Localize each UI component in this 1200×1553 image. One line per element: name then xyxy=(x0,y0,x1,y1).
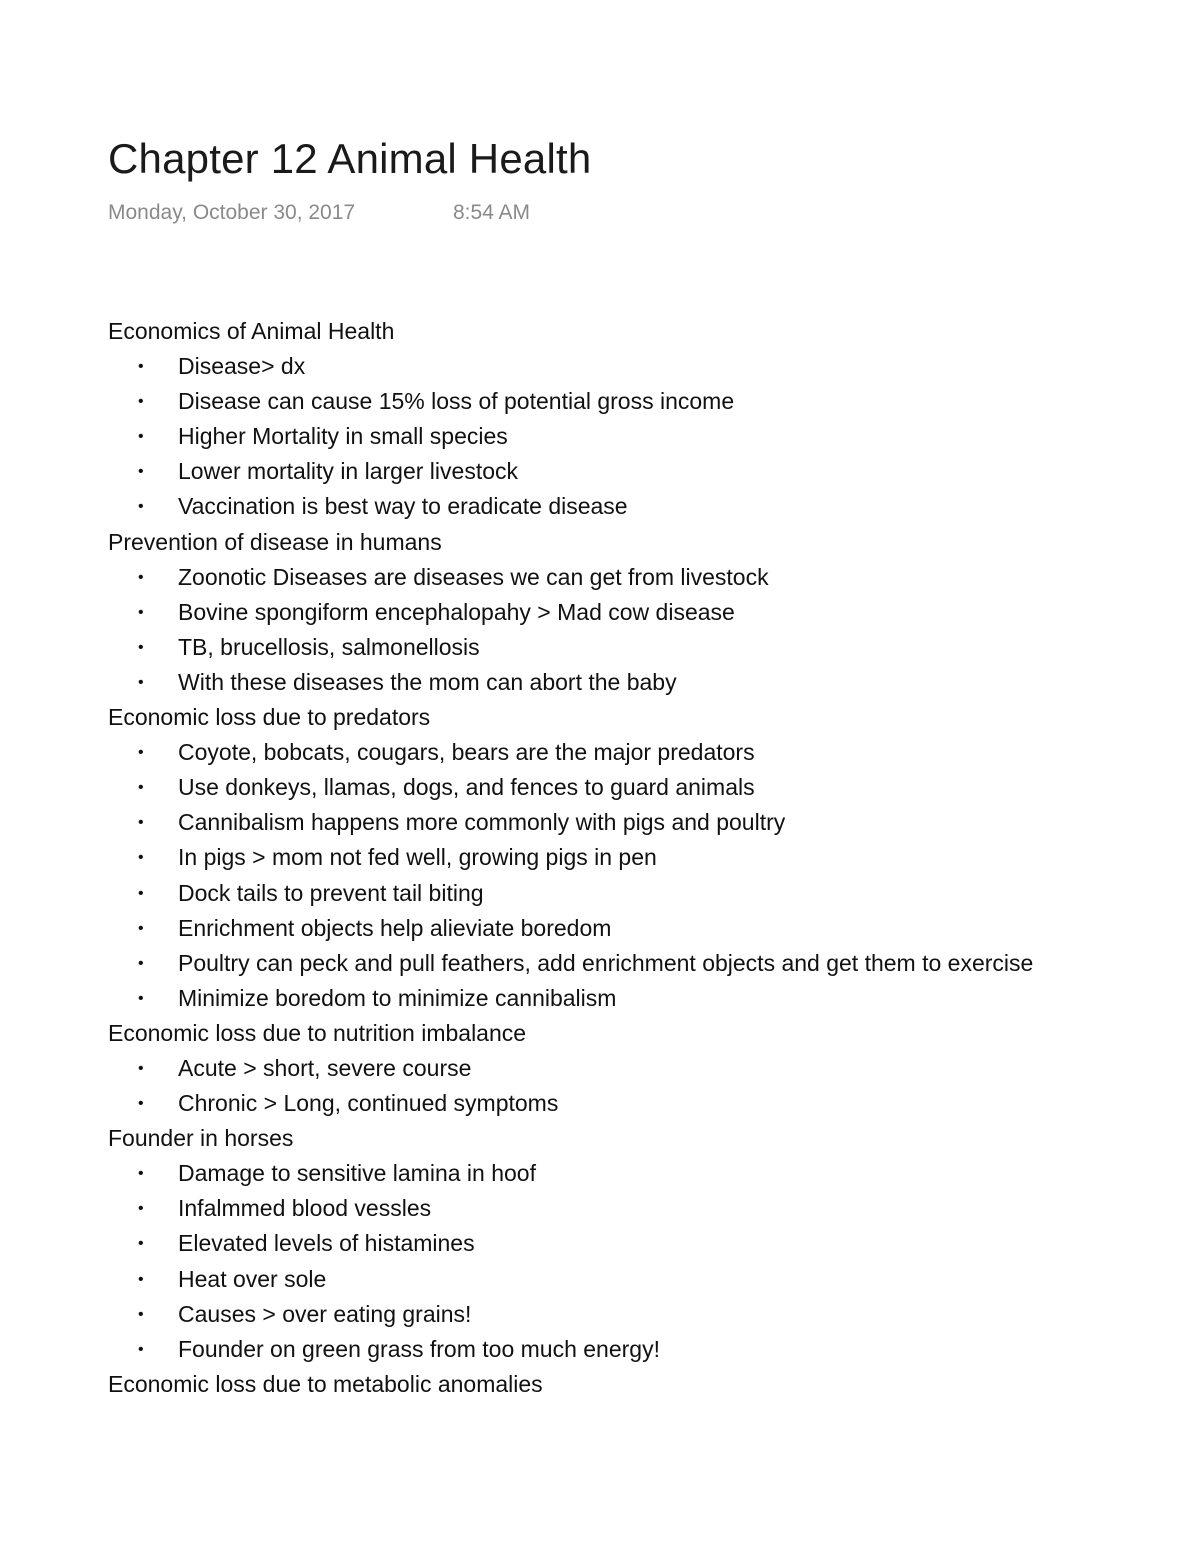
list-item xyxy=(108,981,1108,1016)
bullet-icon: • xyxy=(138,463,144,481)
bullet-icon: • xyxy=(138,744,144,762)
bullet-icon: • xyxy=(138,638,144,656)
bullet-icon: • xyxy=(138,1305,144,1323)
list-item xyxy=(108,454,1108,489)
bullet-icon: • xyxy=(138,358,144,376)
list-item-text: Enrichment objects help alieviate boredom xyxy=(178,914,612,941)
list-item-text: Disease can cause 15% loss of potential gross income xyxy=(178,388,735,415)
list-item xyxy=(108,1226,1108,1261)
list-item xyxy=(108,384,1108,419)
bullet-icon: • xyxy=(138,884,144,902)
list-item xyxy=(108,1051,1108,1086)
section-heading: Economics of Animal Health xyxy=(108,318,395,344)
list-item xyxy=(108,805,1108,840)
list-item-text: Dock tails to prevent tail biting xyxy=(178,879,484,906)
note-body xyxy=(108,314,1108,1402)
bullet-icon: • xyxy=(138,673,144,691)
note-time: 8:54 AM xyxy=(453,201,531,224)
list-item xyxy=(108,1262,1108,1297)
list-item xyxy=(108,665,1108,700)
bullet-icon: • xyxy=(138,568,144,586)
list-item-text: Vaccination is best way to eradicate disease xyxy=(178,493,628,520)
list-item xyxy=(108,1156,1108,1191)
bullet-icon: • xyxy=(138,954,144,972)
bullet-icon: • xyxy=(138,919,144,937)
list-item xyxy=(108,770,1108,805)
list-item xyxy=(108,946,1108,981)
list-item-text: Cannibalism happens more commonly with pigs and poultry xyxy=(178,809,786,836)
list-item-text: Acute > short, severe course xyxy=(178,1054,472,1081)
list-item xyxy=(108,735,1108,770)
bullet-icon: • xyxy=(138,603,144,621)
list-item xyxy=(108,595,1108,630)
list-item xyxy=(108,1297,1108,1332)
bullet-icon: • xyxy=(138,849,144,867)
bullet-icon: • xyxy=(138,1059,144,1077)
list-item-text: In pigs > mom not fed well, growing pigs in pen xyxy=(178,844,657,871)
bullet-list xyxy=(108,735,1108,1016)
list-item-text: Higher Mortality in small species xyxy=(178,423,508,450)
bullet-list xyxy=(108,1156,1108,1367)
bullet-icon: • xyxy=(138,989,144,1007)
list-item-text: Bovine spongiform encephalopahy > Mad cow disease xyxy=(178,598,735,625)
bullet-icon: • xyxy=(138,1270,144,1288)
list-item-text: TB, brucellosis, salmonellosis xyxy=(178,633,480,660)
bullet-icon: • xyxy=(138,814,144,832)
section-heading: Economic loss due to predators xyxy=(108,704,431,731)
list-item xyxy=(108,419,1108,454)
bullet-icon: • xyxy=(138,1165,144,1183)
list-item-text: Disease> dx xyxy=(178,353,306,380)
bullet-icon: • xyxy=(138,498,144,516)
list-item-text: With these diseases the mom can abort the baby xyxy=(178,668,677,695)
list-item-text: Poultry can peck and pull feathers, add enrichment objects and get them to exercise xyxy=(178,949,1034,976)
list-item-text: Use donkeys, llamas, dogs, and fences to guard animals xyxy=(178,774,755,801)
bullet-icon: • xyxy=(138,393,144,411)
bullet-list xyxy=(108,349,1108,524)
list-item xyxy=(108,349,1108,384)
list-item-text: Chronic > Long, continued symptoms xyxy=(178,1090,559,1117)
list-item xyxy=(108,911,1108,946)
list-item xyxy=(108,630,1108,665)
section-heading: Economic loss due to nutrition imbalance xyxy=(108,1019,527,1046)
list-item-text: Minimize boredom to minimize cannibalism xyxy=(178,984,617,1011)
note-date: Monday, October 30, 2017 xyxy=(108,201,356,224)
bullet-icon: • xyxy=(138,1340,144,1358)
bullet-icon: • xyxy=(138,1235,144,1253)
bullet-icon: • xyxy=(138,1200,144,1218)
list-item-text: Elevated levels of histamines xyxy=(178,1230,475,1257)
list-item xyxy=(108,840,1108,875)
bullet-list xyxy=(108,1051,1108,1121)
list-item-text: Heat over sole xyxy=(178,1265,327,1292)
section-heading: Prevention of disease in humans xyxy=(108,528,442,555)
list-item-text: Damage to sensitive lamina in hoof xyxy=(178,1160,536,1187)
list-item xyxy=(108,1086,1108,1121)
list-item-text: Infalmmed blood vessles xyxy=(178,1195,432,1222)
bullet-icon: • xyxy=(138,1095,144,1113)
bullet-icon: • xyxy=(138,779,144,797)
list-item-text: Causes > over eating grains! xyxy=(178,1300,472,1327)
bullet-icon: • xyxy=(138,428,144,446)
section-heading: Economic loss due to metabolic anomalies xyxy=(108,1370,543,1397)
note-timestamp xyxy=(108,199,530,227)
list-item-text: Lower mortality in larger livestock xyxy=(178,458,519,485)
list-item xyxy=(108,560,1108,595)
list-item xyxy=(108,1191,1108,1226)
page-title: Chapter 12 Animal Health xyxy=(108,135,592,182)
list-item xyxy=(108,489,1108,524)
list-item-text: Founder on green grass from too much energy! xyxy=(178,1335,660,1362)
bullet-list xyxy=(108,560,1108,700)
list-item xyxy=(108,1332,1108,1367)
section-heading: Founder in horses xyxy=(108,1125,294,1152)
list-item-text: Coyote, bobcats, cougars, bears are the major predators xyxy=(178,739,755,766)
list-item xyxy=(108,876,1108,911)
list-item-text: Zoonotic Diseases are diseases we can get from livestock xyxy=(178,563,769,590)
